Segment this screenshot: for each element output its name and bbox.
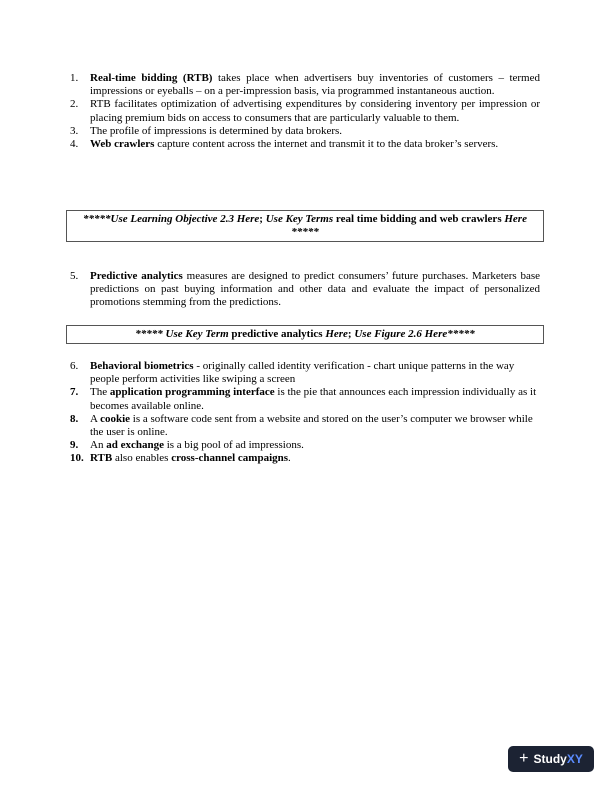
item-text: also enables xyxy=(112,452,172,465)
box-text: ; xyxy=(347,328,355,340)
item-text: is the pie that announces each impression individually as it becomes available online. xyxy=(90,386,537,412)
item-number: 3. xyxy=(70,124,79,137)
item-number: 6. xyxy=(70,360,79,372)
item-number: 4. xyxy=(70,138,79,151)
item-text: is a software code sent from a website and stored on the user’s computer we browser while the user is online. xyxy=(90,412,533,439)
item-number: 9. xyxy=(70,439,79,452)
list-item xyxy=(70,386,540,412)
list-item xyxy=(70,413,540,439)
list-item xyxy=(70,270,540,310)
instruction-box-learning-objective xyxy=(66,210,544,242)
item-text: The xyxy=(90,386,110,399)
list-item xyxy=(70,125,540,138)
list-item xyxy=(70,452,540,465)
item-text: A xyxy=(90,412,101,425)
item-text: takes place when advertisers buy inventories of customers – termed impressions or eyeballs – on a per-impression basis, via programmed instantaneous auction. xyxy=(90,72,540,98)
box-text-italic: ***** Use Key Term xyxy=(135,328,229,340)
item-number: 10. xyxy=(70,452,84,465)
key-term: ad exchange xyxy=(106,439,164,452)
key-term: application programming interface xyxy=(109,386,275,399)
item-number: 1. xyxy=(70,72,79,84)
key-term: Behavioral biometrics xyxy=(90,360,194,372)
item-number: 8. xyxy=(70,412,79,425)
studyxy-logo xyxy=(508,746,594,772)
box-text-italic: Here ***** xyxy=(291,213,527,239)
key-term: cross-channel campaigns xyxy=(171,452,289,465)
box-text-bold: real time bidding and web crawlers xyxy=(333,213,505,225)
key-term: cookie xyxy=(100,412,131,425)
item-number: 5. xyxy=(70,270,79,282)
logo-text-xy: XY xyxy=(566,752,583,766)
item-text: - originally called identity verification - chart unique patterns in the way people perform activities like swiping a screen xyxy=(90,360,515,386)
list-section-2 xyxy=(70,270,540,310)
list-item xyxy=(70,98,540,124)
list-item xyxy=(70,439,540,452)
item-text: . xyxy=(288,452,291,465)
key-term: RTB xyxy=(90,452,113,465)
box-text-italic: Use Figure 2.6 Here***** xyxy=(354,328,475,340)
box-text-italic: Use Key Terms xyxy=(265,213,334,225)
item-number: 7. xyxy=(70,386,79,399)
key-term: Real-time bidding (RTB) xyxy=(90,72,213,84)
list-item xyxy=(70,138,540,151)
item-text: RTB facilitates optimization of advertising expenditures by considering inventory per impression or placing premium bids on access to consumers that are particularly valuable to them. xyxy=(90,98,540,124)
item-text: capture content across the internet and transmit it to the data broker’s servers. xyxy=(154,138,499,151)
box-text-bold: predictive analytics xyxy=(228,328,326,340)
item-text: is a big pool of ad impressions. xyxy=(163,439,304,452)
list-item xyxy=(70,360,540,386)
plus-icon: + xyxy=(519,750,529,767)
item-text: An xyxy=(90,439,107,452)
item-text: measures are designed to predict consumers’ future purchases. Marketers base predictions on past buying information and other data and evaluate the impact of personalized promotions stemming from the predictions. xyxy=(90,270,541,309)
item-text: The profile of impressions is determined by data brokers. xyxy=(90,124,343,137)
box-text-italic: *****Use Learning Objective 2.3 Here xyxy=(83,213,260,225)
item-number: 2. xyxy=(70,98,79,111)
box-text-italic: Here xyxy=(325,328,348,340)
instruction-box-predictive-analytics xyxy=(66,325,544,344)
list-section-1 xyxy=(70,72,540,151)
key-term: Web crawlers xyxy=(90,138,155,151)
logo-text-study: Study xyxy=(533,752,567,766)
key-term: Predictive analytics xyxy=(90,270,183,282)
list-section-3 xyxy=(70,360,540,466)
box-text: ; xyxy=(259,213,266,225)
list-item xyxy=(70,72,540,98)
